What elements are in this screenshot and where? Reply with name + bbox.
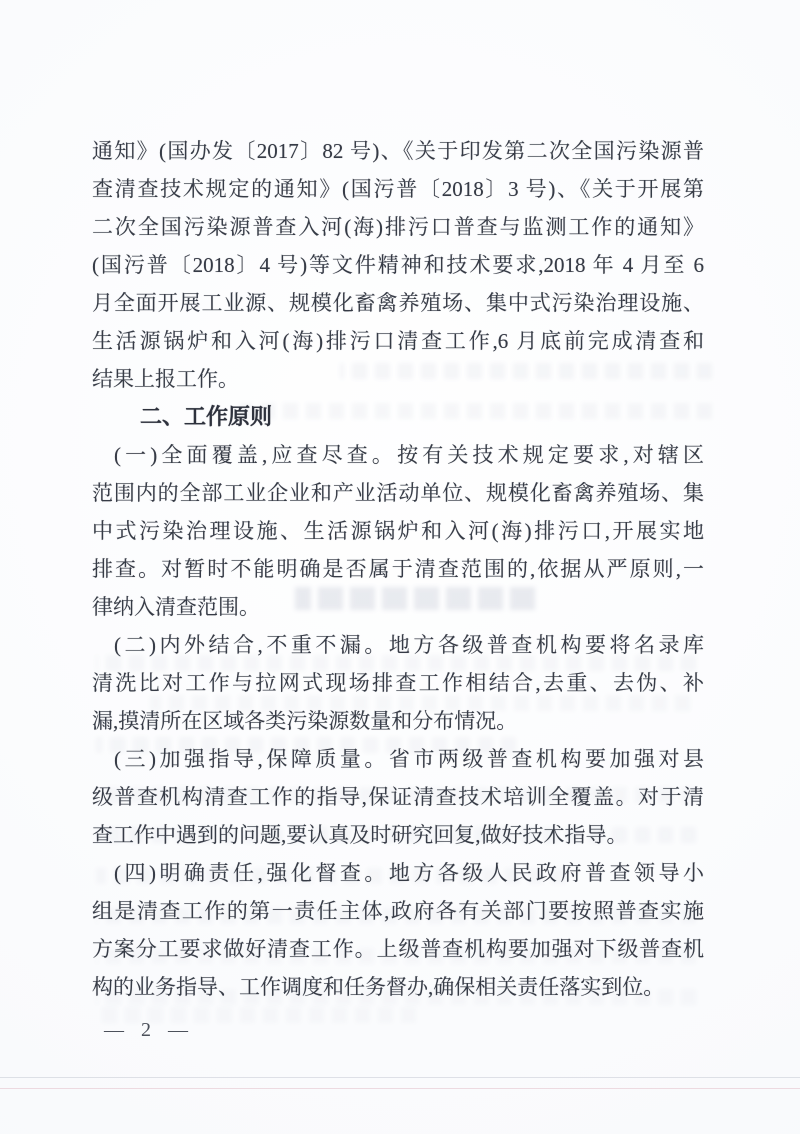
document-body [92,132,704,1006]
body-line: 范围内的全部工业企业和产业活动单位、规模化畜禽养殖场、集 [92,481,704,505]
body-line: (国污普〔2018〕4 号)等文件精神和技术要求,2018 年 4 月至 6 [92,253,704,277]
body-line: (四)明确责任,强化督查。地方各级人民政府普查领导小 [114,861,704,885]
scan-streak [0,1077,800,1078]
body-line: (三)加强指导,保障质量。省市两级普查机构要加强对县 [114,747,704,771]
body-line: 方案分工要求做好清查工作。上级普查机构要加强对下级普查机 [92,937,704,961]
body-line: 二次全国污染源普查入河(海)排污口普查与监测工作的通知》 [92,215,704,239]
body-line: 结果上报工作。 [92,367,239,391]
body-line: 构的业务指导、工作调度和任务督办,确保相关责任落实到位。 [92,975,665,999]
body-line: 漏,摸清所在区域各类污染源数量和分布情况。 [92,709,518,733]
body-line: 律纳入清查范围。 [92,595,260,619]
body-line: (一)全面覆盖,应查尽查。按有关技术规定要求,对辖区 [114,443,704,467]
body-line: (二)内外结合,不重不漏。地方各级普查机构要将名录库 [114,633,704,657]
scan-streak [0,1088,800,1089]
section-heading: 二、工作原则 [140,404,273,429]
body-line: 组是清查工作的第一责任主体,政府各有关部门要按照普查实施 [92,899,704,923]
page-number: — 2 — [104,1019,189,1041]
body-line: 级普查机构清查工作的指导,保证清查技术培训全覆盖。对于清 [92,785,704,809]
body-line: 排查。对暂时不能明确是否属于清查范围的,依据从严原则,一 [92,557,704,581]
body-line: 清洗比对工作与拉网式现场排查工作相结合,去重、去伪、补 [92,671,704,695]
body-line: 通知》(国办发〔2017〕82 号)、《关于印发第二次全国污染源普 [92,139,704,163]
body-line: 中式污染治理设施、生活源锅炉和入河(海)排污口,开展实地 [92,519,704,543]
body-line: 查清查技术规定的通知》(国污普〔2018〕3 号)、《关于开展第 [92,177,704,201]
body-line: 月全面开展工业源、规模化畜禽养殖场、集中式污染治理设施、 [92,291,704,315]
body-line: 生活源锅炉和入河(海)排污口清查工作,6 月底前完成清查和 [92,329,704,353]
body-line: 查工作中遇到的问题,要认真及时研究回复,做好技术指导。 [92,823,628,847]
